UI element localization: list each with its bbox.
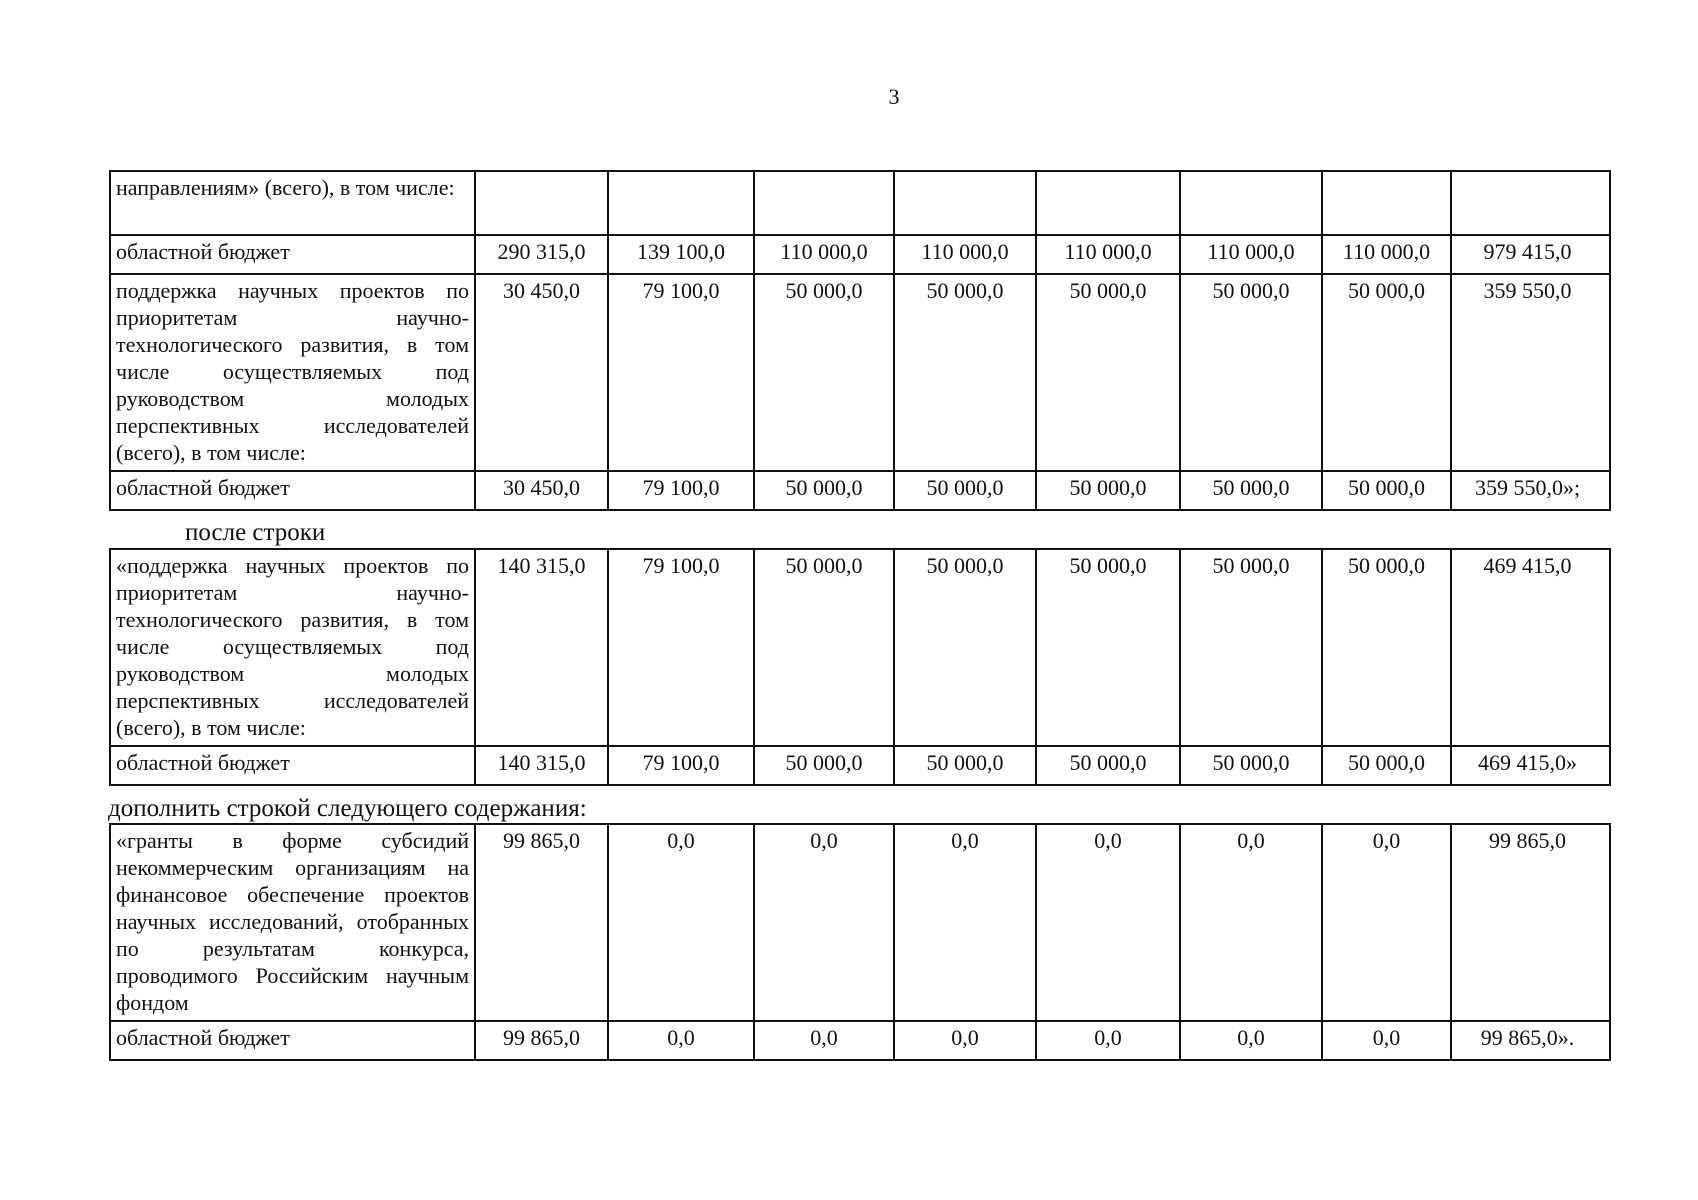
- value-cell: 79 100,0: [608, 274, 754, 471]
- value-cell: [475, 171, 608, 235]
- value-cell: 110 000,0: [1036, 235, 1180, 274]
- value-cell: 110 000,0: [754, 235, 894, 274]
- total-cell: 99 865,0».: [1451, 1021, 1610, 1060]
- value-cell: 50 000,0: [894, 274, 1036, 471]
- value-cell: 50 000,0: [1180, 274, 1322, 471]
- value-cell: 99 865,0: [475, 824, 608, 1021]
- value-cell: 110 000,0: [1180, 235, 1322, 274]
- row-label: направлениям» (всего), в том числе:: [110, 171, 475, 235]
- value-cell: 140 315,0: [475, 746, 608, 785]
- value-cell: 140 315,0: [475, 549, 608, 746]
- value-cell: 50 000,0: [894, 549, 1036, 746]
- value-cell: 50 000,0: [1036, 274, 1180, 471]
- value-cell: 50 000,0: [754, 471, 894, 510]
- value-cell: [754, 171, 894, 235]
- value-cell: [1036, 171, 1180, 235]
- value-cell: 50 000,0: [1322, 471, 1451, 510]
- total-cell: 469 415,0: [1451, 549, 1610, 746]
- total-cell: [1451, 171, 1610, 235]
- instruction-after-row: после строки: [185, 519, 326, 546]
- value-cell: 50 000,0: [1322, 274, 1451, 471]
- value-cell: 50 000,0: [754, 746, 894, 785]
- value-cell: 0,0: [754, 1021, 894, 1060]
- total-cell: 99 865,0: [1451, 824, 1610, 1021]
- value-cell: 110 000,0: [894, 235, 1036, 274]
- value-cell: [1322, 171, 1451, 235]
- value-cell: 50 000,0: [894, 746, 1036, 785]
- value-cell: 0,0: [754, 824, 894, 1021]
- table-row: [110, 235, 1610, 274]
- value-cell: 50 000,0: [1180, 549, 1322, 746]
- value-cell: 0,0: [1322, 1021, 1451, 1060]
- value-cell: 0,0: [1036, 1021, 1180, 1060]
- value-cell: 50 000,0: [1322, 746, 1451, 785]
- value-cell: 0,0: [608, 824, 754, 1021]
- value-cell: 290 315,0: [475, 235, 608, 274]
- total-cell: 979 415,0: [1451, 235, 1610, 274]
- table-row: [110, 471, 1610, 510]
- row-label: областной бюджет: [110, 746, 475, 785]
- budget-table-added: [109, 823, 1611, 1061]
- total-cell: 359 550,0: [1451, 274, 1610, 471]
- value-cell: 79 100,0: [608, 549, 754, 746]
- value-cell: 0,0: [894, 824, 1036, 1021]
- value-cell: 50 000,0: [1180, 746, 1322, 785]
- value-cell: 0,0: [1180, 1021, 1322, 1060]
- value-cell: [1180, 171, 1322, 235]
- value-cell: 50 000,0: [1180, 471, 1322, 510]
- budget-table-current: [109, 170, 1611, 511]
- value-cell: 99 865,0: [475, 1021, 608, 1060]
- table-row: [110, 1021, 1610, 1060]
- table-row: [110, 824, 1610, 1021]
- row-label: областной бюджет: [110, 235, 475, 274]
- value-cell: 110 000,0: [1322, 235, 1451, 274]
- total-cell: 359 550,0»;: [1451, 471, 1610, 510]
- value-cell: 30 450,0: [475, 471, 608, 510]
- budget-table-replaced: [109, 548, 1611, 786]
- value-cell: 0,0: [894, 1021, 1036, 1060]
- table-row: [110, 549, 1610, 746]
- value-cell: [894, 171, 1036, 235]
- value-cell: 50 000,0: [754, 274, 894, 471]
- row-label: «поддержка научных проектов по приоритетам научно-технологического развития, в том числе осуществляемых под руководством молодых перспективных исследователей (всего), в том числе:: [110, 549, 475, 746]
- row-label: областной бюджет: [110, 1021, 475, 1060]
- value-cell: 139 100,0: [608, 235, 754, 274]
- row-label: поддержка научных проектов по приоритетам научно-технологического развития, в том числе осуществляемых под руководством молодых перспективных исследователей (всего), в том числе:: [110, 274, 475, 471]
- row-label: «гранты в форме субсидий некоммерческим организациям на финансовое обеспечение проектов научных исследований, отобранных по результатам конкурса, проводимого Российским научным фондом: [110, 824, 475, 1021]
- instruction-add-row: дополнить строкой следующего содержания:: [108, 795, 587, 822]
- value-cell: 50 000,0: [1036, 746, 1180, 785]
- page-number: 3: [888, 84, 900, 109]
- value-cell: 0,0: [1180, 824, 1322, 1021]
- value-cell: 0,0: [1322, 824, 1451, 1021]
- value-cell: 50 000,0: [754, 549, 894, 746]
- table-row: [110, 746, 1610, 785]
- value-cell: 50 000,0: [1036, 471, 1180, 510]
- value-cell: 50 000,0: [1036, 549, 1180, 746]
- value-cell: 79 100,0: [608, 746, 754, 785]
- value-cell: 30 450,0: [475, 274, 608, 471]
- value-cell: 79 100,0: [608, 471, 754, 510]
- total-cell: 469 415,0»: [1451, 746, 1610, 785]
- table-row: [110, 171, 1610, 235]
- value-cell: 0,0: [608, 1021, 754, 1060]
- value-cell: 0,0: [1036, 824, 1180, 1021]
- table-row: [110, 274, 1610, 471]
- value-cell: 50 000,0: [1322, 549, 1451, 746]
- row-label: областной бюджет: [110, 471, 475, 510]
- value-cell: [608, 171, 754, 235]
- value-cell: 50 000,0: [894, 471, 1036, 510]
